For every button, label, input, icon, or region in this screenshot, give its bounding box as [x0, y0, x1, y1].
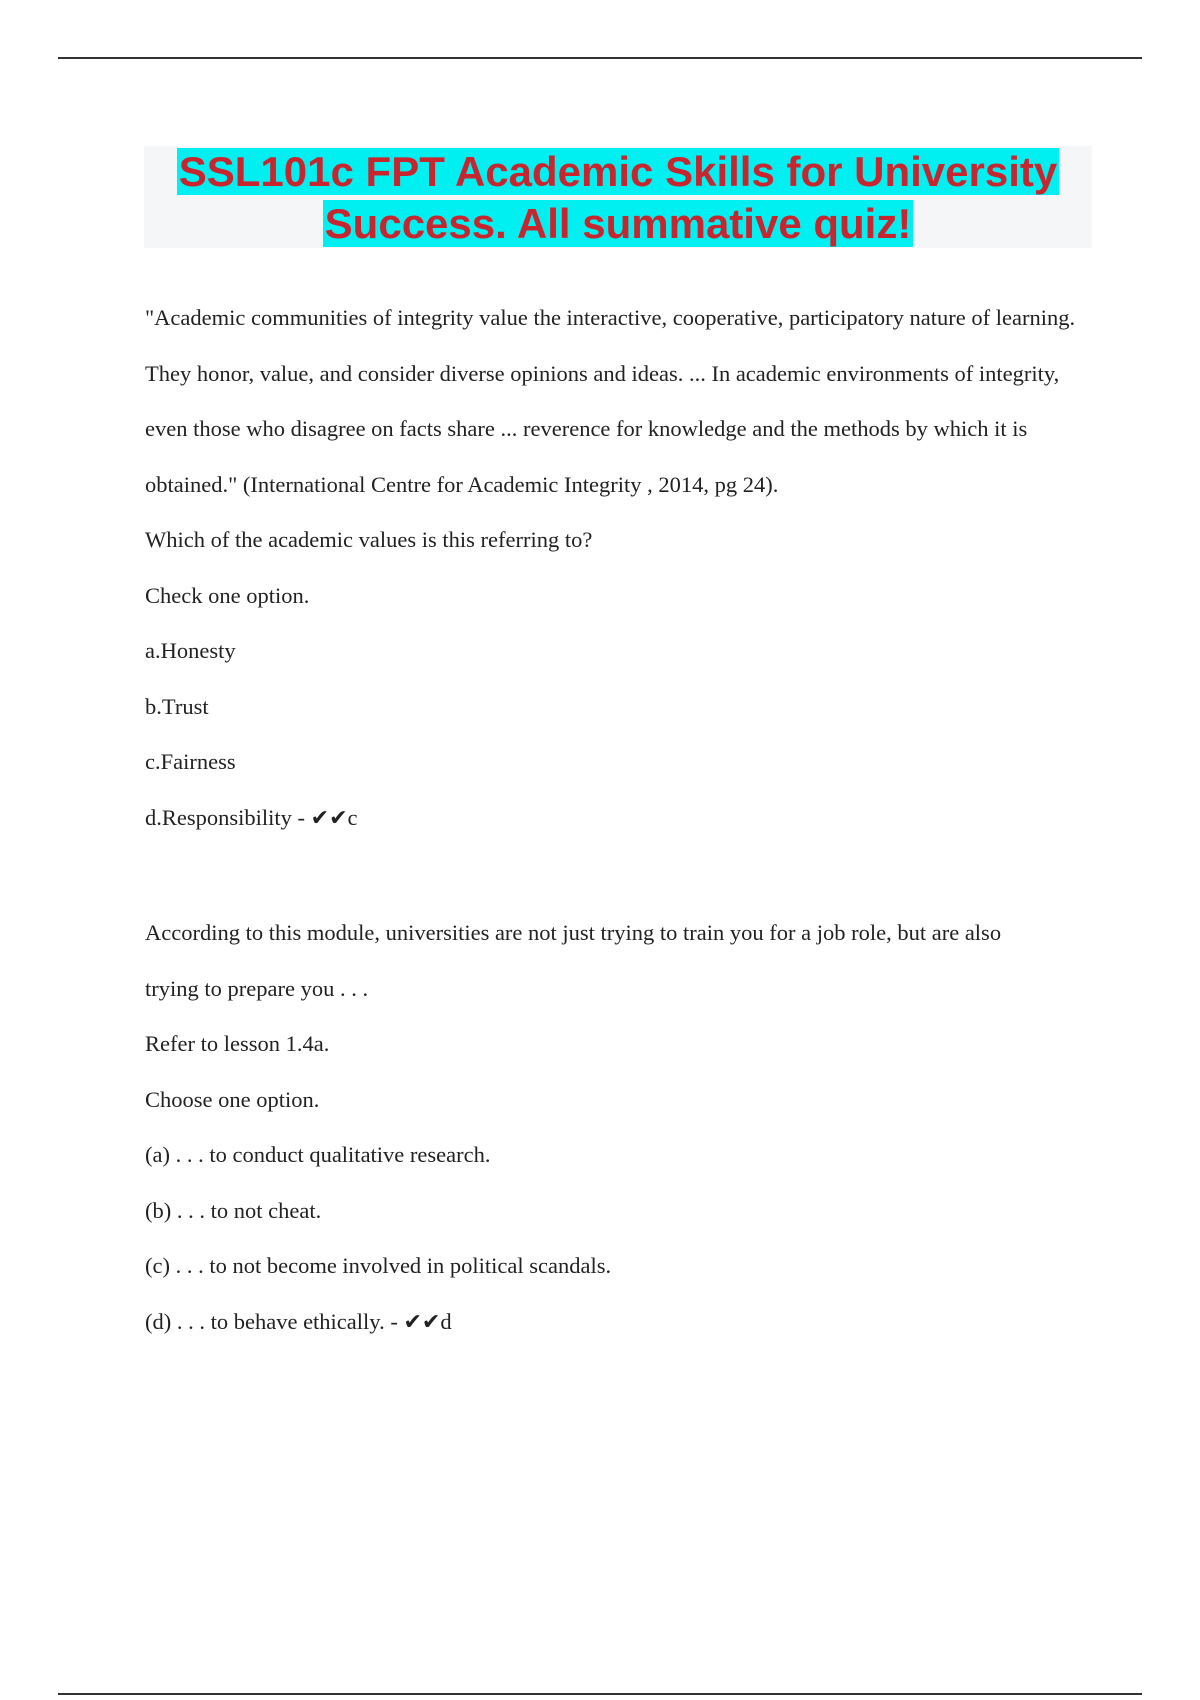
- question-2-option-b: (b) . . . to not cheat.: [145, 1197, 322, 1223]
- question-1-option-a: a.Honesty: [145, 638, 236, 663]
- title-line-2: Success. All summative quiz!: [324, 200, 912, 247]
- question-1-text: Which of the academic values is this referring to?: [145, 527, 593, 552]
- question-2: [145, 905, 1095, 1349]
- double-check-icon: ✔✔: [310, 805, 348, 831]
- section-spacer: [145, 845, 1095, 905]
- question-1: [145, 290, 1095, 845]
- question-2-option-a: (a) . . . to conduct qualitative research.: [145, 1142, 491, 1167]
- double-check-icon: ✔✔: [403, 1309, 441, 1335]
- question-2-option-d-label: (d) . . . to behave ethically. -: [145, 1308, 404, 1334]
- footer-rule: [58, 1693, 1142, 1695]
- header-rule: [58, 57, 1142, 59]
- question-1-option-d-label: d.Responsibility -: [145, 804, 311, 830]
- question-1-option-c: c.Fairness: [145, 749, 236, 774]
- question-1-prompt: "Academic communities of integrity value the interactive, cooperative, participatory nature of learning. They honor, value, and consider diverse opinions and ideas. ... In academic environments of integrity, even those who disagree on facts share ... reverence for knowledge and the methods by which it is obtained." (International Centre for Academic Integrity , 2014, pg 24).: [145, 305, 1076, 497]
- question-1-option-b: b.Trust: [145, 693, 209, 719]
- question-1-answer: c: [347, 804, 358, 830]
- question-1-option-d: [145, 790, 1095, 846]
- question-2-option-d: [145, 1294, 1095, 1350]
- question-2-reference: Refer to lesson 1.4a.: [145, 1031, 330, 1056]
- document-body: [145, 290, 1095, 1349]
- document-title: [144, 146, 1092, 248]
- question-2-answer: d: [440, 1308, 452, 1334]
- question-2-prompt-line-2: trying to prepare you . . .: [145, 975, 369, 1001]
- question-1-instruction: Check one option.: [145, 582, 310, 608]
- question-2-instruction: Choose one option.: [145, 1086, 320, 1112]
- title-line-1: SSL101c FPT Academic Skills for University: [178, 148, 1058, 195]
- question-2-option-c: (c) . . . to not become involved in political scandals.: [145, 1253, 612, 1278]
- question-2-prompt-line-1: According to this module, universities are not just trying to train you for a job role, but are also: [145, 920, 1002, 945]
